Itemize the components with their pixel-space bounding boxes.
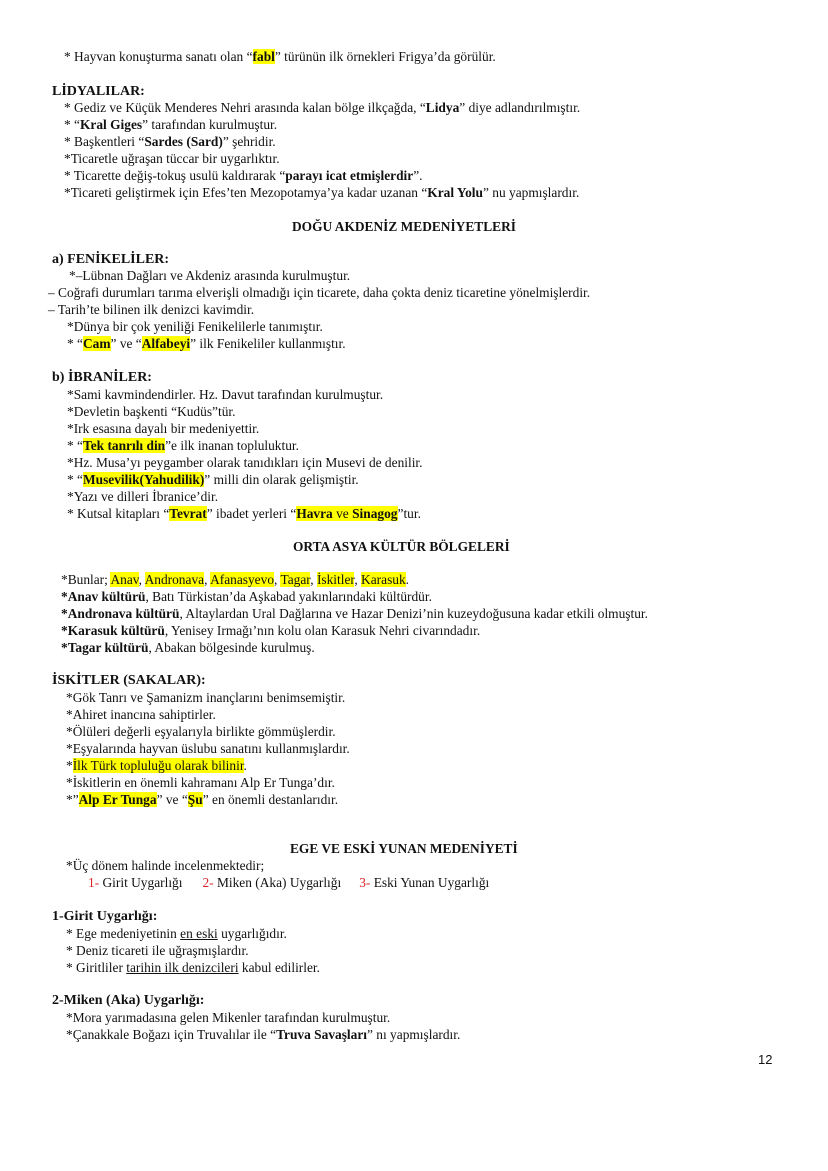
- subsection-heading-girit: 1-Girit Uygarlığı:: [52, 909, 158, 924]
- text: *Ticareti geliştirmek için Efes’ten Mezopotamya’ya kadar uzanan “: [64, 185, 428, 200]
- ibrani-line-2: *Devletin başkenti “Kudüs”tür.: [67, 404, 236, 419]
- section-title-dogu-akdeniz: DOĞU AKDENİZ MEDENİYETLERİ: [292, 219, 516, 234]
- miken-line-1: *Mora yarımadasına gelen Mikenler tarafından kurulmuştur.: [66, 1010, 391, 1025]
- iskit-line-2: *Ahiret inancına sahiptirler.: [66, 707, 216, 722]
- text: *Çanakkale Boğazı için Truvalılar ile “: [66, 1027, 277, 1042]
- highlight-tek-tanrili-din: Tek tanrılı din: [83, 438, 166, 453]
- fenike-line-5: [67, 336, 346, 352]
- bold-term: *Karasuk kültürü: [61, 623, 165, 638]
- highlight-havra-sinagog: [296, 506, 397, 521]
- period-number: 1-: [88, 875, 100, 890]
- text: ” ilk Fenikeliler kullanmıştır.: [190, 336, 346, 351]
- bold-term: Truva Savaşları: [276, 1027, 367, 1042]
- section-title-ege: EGE VE ESKİ YUNAN MEDENİYETİ: [290, 841, 518, 856]
- text: ” türünün ilk örnekleri Frigya’da görülür.: [274, 49, 496, 64]
- bold-term: *Tagar kültürü: [61, 640, 149, 655]
- bold-term: *Anav kültürü: [61, 589, 146, 604]
- text: ” nı yapmışlardır.: [367, 1027, 461, 1042]
- fenike-line-1: *–Lübnan Dağları ve Akdeniz arasında kurulmuştur.: [69, 268, 351, 283]
- section-heading-lidyalilar: LİDYALILAR:: [52, 84, 145, 99]
- highlight-alp-er-tunga: Alp Er Tunga: [78, 792, 157, 807]
- iskit-line-4: *Eşyalarında hayvan üslubu sanatını kullanmışlardır.: [66, 741, 350, 756]
- iskit-line-3: *Ölüleri değerli eşyalarıyla birlikte gömmüşlerdir.: [66, 724, 336, 739]
- text: ” şehridir.: [222, 134, 276, 149]
- ege-intro: *Üç dönem halinde incelenmektedir;: [66, 858, 265, 873]
- orta-asya-line-4: [61, 640, 315, 656]
- subsection-heading-ibraniler: b) İBRANİLER:: [52, 370, 152, 385]
- text: ” diye adlandırılmıştır.: [459, 100, 581, 115]
- highlight-culture: Andronava: [144, 572, 205, 587]
- bold-term: Sardes (Sard): [144, 134, 223, 149]
- underlined-term: en eski: [180, 926, 218, 941]
- iskit-line-6: *İskitlerin en önemli kahramanı Alp Er Tunga’dır.: [66, 775, 335, 790]
- ibrani-line-7: *Yazı ve dilleri İbranice’dir.: [67, 489, 219, 504]
- subsection-heading-miken: 2-Miken (Aka) Uygarlığı:: [52, 993, 205, 1008]
- text: * “: [67, 472, 83, 487]
- highlight-culture: Karasuk: [361, 572, 406, 587]
- lidya-line-1: [64, 100, 580, 116]
- highlight-culture: Tagar: [280, 572, 311, 587]
- text: * Başkentleri “: [64, 134, 145, 149]
- text: uygarlığıdır.: [217, 926, 287, 941]
- text: ” ve “: [110, 336, 142, 351]
- highlight-su: Şu: [187, 792, 203, 807]
- text: ” milli din olarak gelişmiştir.: [204, 472, 359, 487]
- text: ,: [310, 572, 317, 587]
- ibrani-line-5: *Hz. Musa’yı peygamber olarak tanıdıkları için Musevi de denilir.: [67, 455, 423, 470]
- orta-asya-line-1: [61, 589, 432, 605]
- text: *”: [66, 792, 79, 807]
- ibrani-line-8: [67, 506, 421, 522]
- text: Sinagog: [352, 506, 398, 521]
- highlight-culture: Anav: [110, 572, 139, 587]
- text: ” ve “: [156, 792, 188, 807]
- text: Havra: [296, 506, 333, 521]
- iskit-line-1: *Gök Tanrı ve Şamanizm inançlarını benimsemiştir.: [66, 690, 346, 705]
- fabl-line: [64, 49, 496, 65]
- text: ” nu yapmışlardır.: [482, 185, 580, 200]
- bold-term: Lidya: [425, 100, 460, 115]
- text: , Yenisey Irmağı’nın kolu olan Karasuk Nehri civarındadır.: [164, 623, 481, 638]
- text: ,: [274, 572, 281, 587]
- page-number: 12: [758, 1052, 773, 1067]
- text: ”.: [413, 168, 423, 183]
- period-label: Eski Yunan Uygarlığı: [370, 875, 490, 890]
- ibrani-line-4: [67, 438, 299, 454]
- orta-asya-line-3: [61, 623, 480, 639]
- text: * Ege medeniyetinin: [66, 926, 181, 941]
- bold-term: *Andronava kültürü: [61, 606, 180, 621]
- bold-term: parayı icat etmişlerdir: [285, 168, 414, 183]
- highlight-alfabeyi: Alfabeyi: [141, 336, 191, 351]
- girit-line-2: * Deniz ticareti ile uğraşmışlardır.: [66, 943, 249, 958]
- highlight-musevilik: Musevilik(Yahudilik): [83, 472, 205, 487]
- girit-line-3: [66, 960, 320, 976]
- highlight-cam: Cam: [83, 336, 111, 351]
- lidya-line-5: [64, 168, 423, 184]
- text: .: [243, 758, 247, 773]
- text: * Kutsal kitapları “: [67, 506, 170, 521]
- text: ” tarafından kurulmuştur.: [142, 117, 278, 132]
- period-number: 2-: [202, 875, 214, 890]
- text: * “: [67, 438, 83, 453]
- orta-asya-bunlar: [61, 572, 409, 588]
- bold-term: Kral Yolu: [427, 185, 483, 200]
- period-label: Miken (Aka) Uygarlığı: [213, 875, 342, 890]
- text: * Hayvan konuşturma sanatı olan “: [64, 49, 253, 64]
- miken-line-2: [66, 1027, 460, 1043]
- section-title-orta-asya: ORTA ASYA KÜLTÜR BÖLGELERİ: [293, 539, 510, 554]
- highlight-fabl: fabl: [252, 49, 275, 64]
- lidya-line-4: *Ticaretle uğraşan tüccar bir uygarlıktır.: [64, 151, 280, 166]
- ibrani-line-1: *Sami kavmindendirler. Hz. Davut tarafından kurulmuştur.: [67, 387, 384, 402]
- girit-line-1: [66, 926, 287, 942]
- text: , Altaylardan Ural Dağlarına ve Hazar Denizi’nin kuzeydoğusuna kadar etkili olmuştur.: [179, 606, 648, 621]
- iskit-line-5: [66, 758, 247, 774]
- text: ,: [138, 572, 145, 587]
- period-number: 3-: [359, 875, 371, 890]
- iskit-line-7: [66, 792, 338, 808]
- text: .: [405, 572, 410, 587]
- ege-periods: [88, 875, 489, 891]
- subsection-heading-fenikeliler: a) FENİKELİLER:: [52, 252, 170, 267]
- text: ” ibadet yerleri “: [206, 506, 297, 521]
- text: * “: [64, 117, 80, 132]
- text: kabul edilirler.: [238, 960, 320, 975]
- fenike-line-2: – Coğrafi durumları tarıma elverişli olmadığı için ticarete, daha çokta deniz ticaretine yönelmişlerdir.: [48, 285, 591, 300]
- text: ” en önemli destanlarıdır.: [202, 792, 339, 807]
- highlight-tevrat: Tevrat: [169, 506, 207, 521]
- highlight-culture: İskitler: [316, 572, 355, 587]
- lidya-line-2: [64, 117, 277, 133]
- section-heading-iskitler: İSKİTLER (SAKALAR):: [52, 673, 206, 688]
- text: ”e ilk inanan topluluktur.: [165, 438, 299, 453]
- period-label: Girit Uygarlığı: [99, 875, 183, 890]
- text: * “: [67, 336, 83, 351]
- text: , Abakan bölgesinde kurulmuş.: [148, 640, 315, 655]
- text: , Batı Türkistan’da Aşkabad yakınlarındaki kültürdür.: [145, 589, 432, 604]
- highlight-ilk-turk: İlk Türk topluluğu olarak bilinir: [72, 758, 244, 773]
- fenike-line-4: *Dünya bir çok yeniliği Fenikelilerle tanımıştır.: [67, 319, 323, 334]
- text: ”tur.: [397, 506, 421, 521]
- text: * Ticarette değiş-tokuş usulü kaldırarak “: [64, 168, 286, 183]
- text: ,: [204, 572, 211, 587]
- ibrani-line-3: *Irk esasına dayalı bir medeniyettir.: [67, 421, 260, 436]
- orta-asya-line-2: [61, 606, 648, 622]
- underlined-term: tarihin ilk denizcileri: [126, 960, 239, 975]
- highlight-culture: Afanasyevo: [210, 572, 275, 587]
- text: ,: [354, 572, 362, 587]
- text: * Gediz ve Küçük Menderes Nehri arasında kalan bölge ilkçağda, “: [64, 100, 426, 115]
- text: * Giritliler: [66, 960, 127, 975]
- text: ve: [332, 506, 353, 521]
- lidya-line-3: [64, 134, 276, 150]
- lidya-line-6: [64, 185, 579, 201]
- ibrani-line-6: [67, 472, 359, 488]
- bold-term: Kral Giges: [80, 117, 143, 132]
- text: *: [66, 758, 73, 773]
- fenike-line-3: – Tarih’te bilinen ilk denizci kavimdir.: [48, 302, 255, 317]
- text: *Bunlar;: [61, 572, 111, 587]
